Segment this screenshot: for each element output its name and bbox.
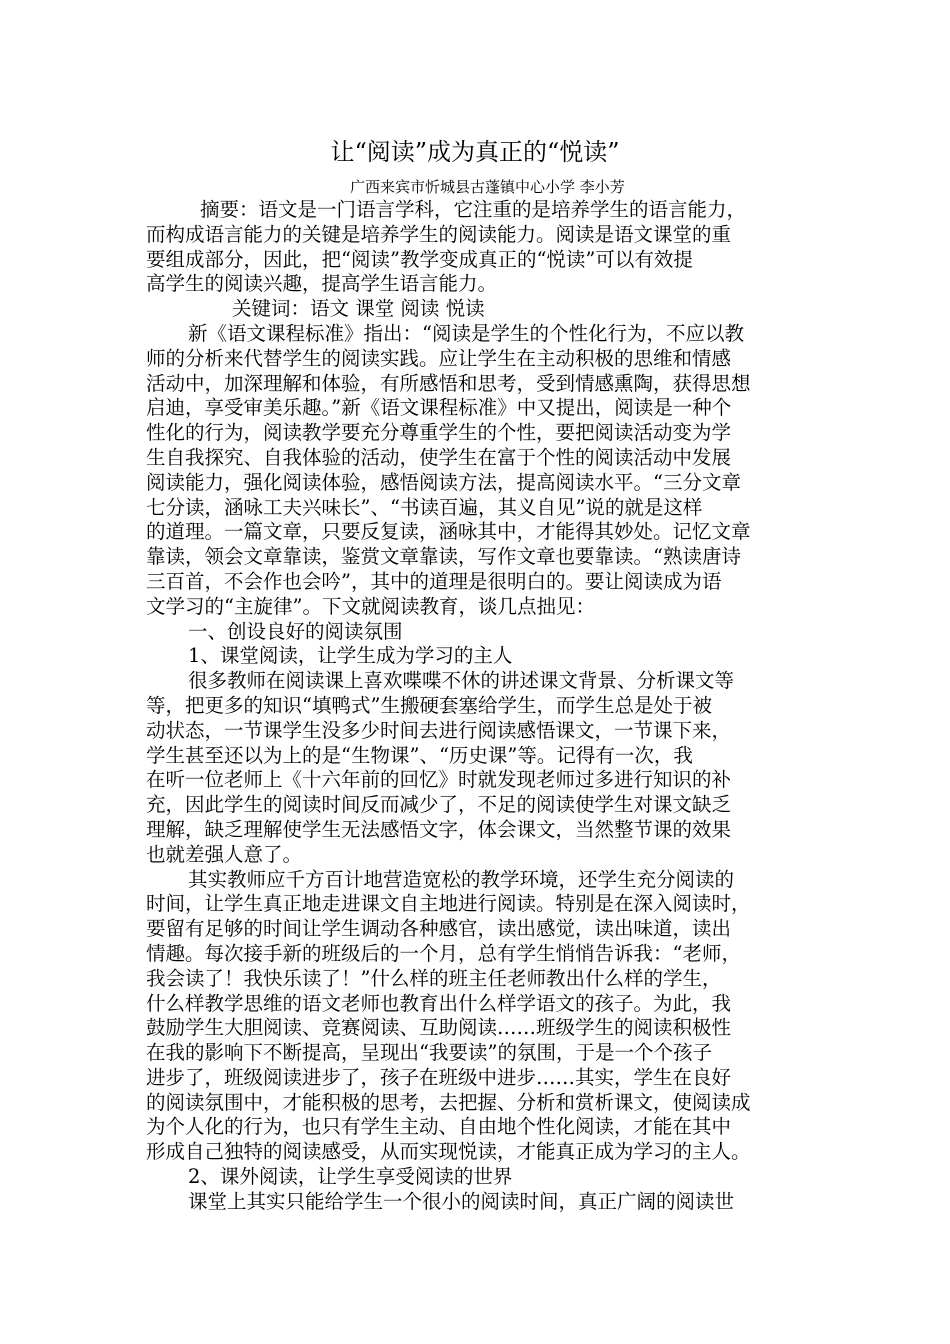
body-text-line: 文学习的“主旋律”。下文就阅读教育，谈几点拙见： bbox=[146, 594, 595, 618]
body-text-line: 生自我探究、自我体验的活动，使学生在富于个性的阅读活动中发展 bbox=[146, 445, 732, 469]
body-text-line: 1、课堂阅读，让学生成为学习的主人 bbox=[188, 644, 513, 668]
body-text-line: 的道理。一篇文章，只要反复读，涵咏其中，才能得其妙处。记忆文章 bbox=[146, 520, 751, 544]
body-text-line: 要组成部分，因此，把“阅读”教学变成真正的“悦读”可以有效提 bbox=[146, 247, 693, 271]
body-text-line: 学生甚至还以为上的是“生物课”、“历史课”等。记得有一次，我 bbox=[146, 743, 693, 767]
body-text-line: 其实教师应千方百计地营造宽松的教学环境，还学生充分阅读的 bbox=[188, 867, 735, 891]
body-text-line: 一、创设良好的阅读氛围 bbox=[188, 619, 403, 643]
body-text-line: 也就差强人意了。 bbox=[146, 842, 303, 866]
body-text-line: 活动中，加深理解和体验，有所感悟和思考，受到情感熏陶，获得思想 bbox=[146, 371, 751, 395]
body-text-line: 什么样教学思维的语文老师也教育出什么样学语文的孩子。为此，我 bbox=[146, 991, 732, 1015]
body-text-line: 时间，让学生真正地走进课文自主地进行阅读。特别是在深入阅读时， bbox=[146, 892, 751, 916]
body-text-line: 在我的影响下不断提高，呈现出“我要读”的氛围，于是一个个孩子 bbox=[146, 1041, 712, 1065]
body-text-line: 阅读能力，强化阅读体验，感悟阅读方法，提高阅读水平。“三分文章 bbox=[146, 470, 741, 494]
article-title: 让“阅读”成为真正的“悦读” bbox=[330, 138, 620, 166]
body-text-line: 性化的行为，阅读教学要充分尊重学生的个性，要把阅读活动变为学 bbox=[146, 421, 732, 445]
body-text-line: 动状态，一节课学生没多少时间去进行阅读感悟课文，一节课下来， bbox=[146, 718, 732, 742]
body-text-line: 形成自己独特的阅读感受，从而实现悦读，才能真正成为学习的主人。 bbox=[146, 1140, 751, 1164]
body-text-line: 要留有足够的时间让学生调动各种感官，读出感觉，读出味道，读出 bbox=[146, 917, 732, 941]
author-affiliation: 广西来宾市忻城县古蓬镇中心小学 李小芳 bbox=[350, 178, 625, 196]
body-text-line: 七分读，涵咏工夫兴味长”、“书读百遍，其义自见”说的就是这样 bbox=[146, 495, 703, 519]
body-text-line: 新《语文课程标准》指出：“阅读是学生的个性化行为，不应以教 bbox=[188, 321, 744, 345]
body-text-line: 情趣。每次接手新的班级后的一个月，总有学生悄悄告诉我：“老师， bbox=[146, 941, 741, 965]
body-text-line: 师的分析来代替学生的阅读实践。应让学生在主动积极的思维和情感 bbox=[146, 346, 732, 370]
body-text-line: 课堂上其实只能给学生一个很小的阅读时间，真正广阔的阅读世 bbox=[188, 1189, 735, 1213]
body-text-line: 在听一位老师上《十六年前的回忆》时就发现老师过多进行知识的补 bbox=[146, 768, 732, 792]
body-text-line: 启迪，享受审美乐趣。”新《语文课程标准》中又提出，阅读是一种个 bbox=[146, 396, 732, 420]
body-text-line: 充，因此学生的阅读时间反而减少了，不足的阅读使学生对课文缺乏 bbox=[146, 793, 732, 817]
body-text-line: 三百首，不会作也会吟”，其中的道理是很明白的。要让阅读成为语 bbox=[146, 569, 722, 593]
body-text-line: 理解，缺乏理解使学生无法感悟文字，体会课文，当然整节课的效果 bbox=[146, 817, 732, 841]
body-text-line: 摘要：语文是一门语言学科，它注重的是培养学生的语言能力， bbox=[200, 198, 747, 221]
body-text-line: 靠读，领会文章靠读，鉴赏文章靠读，写作文章也要靠读。“熟读唐诗 bbox=[146, 545, 741, 569]
body-text-line: 很多教师在阅读课上喜欢喋喋不休的讲述课文背景、分析课文等 bbox=[188, 669, 735, 693]
body-text-line: 进步了，班级阅读进步了，孩子在班级中进步……其实，学生在良好 bbox=[146, 1065, 732, 1089]
body-text-line: 我会读了！我快乐读了！”什么样的班主任老师教出什么样的学生， bbox=[146, 966, 722, 990]
body-text-line: 为个人化的行为，也只有学生主动、自由地个性化阅读，才能在其中 bbox=[146, 1115, 732, 1139]
article-body bbox=[146, 198, 826, 1215]
body-text-line: 而构成语言能力的关键是培养学生的阅读能力。阅读是语文课堂的重 bbox=[146, 222, 732, 246]
body-text-line: 2、课外阅读，让学生享受阅读的世界 bbox=[188, 1165, 513, 1189]
body-text-line: 的阅读氛围中，才能积极的思考，去把握、分析和赏析课文，使阅读成 bbox=[146, 1090, 751, 1114]
body-text-line: 关键词：语文 课堂 阅读 悦读 bbox=[232, 297, 485, 321]
body-text-line: 等，把更多的知识“填鸭式”生搬硬套塞给学生，而学生总是处于被 bbox=[146, 693, 712, 717]
body-text-line: 鼓励学生大胆阅读、竞赛阅读、互助阅读……班级学生的阅读积极性 bbox=[146, 1016, 732, 1040]
body-text-line: 高学生的阅读兴趣，提高学生语言能力。 bbox=[146, 272, 498, 296]
